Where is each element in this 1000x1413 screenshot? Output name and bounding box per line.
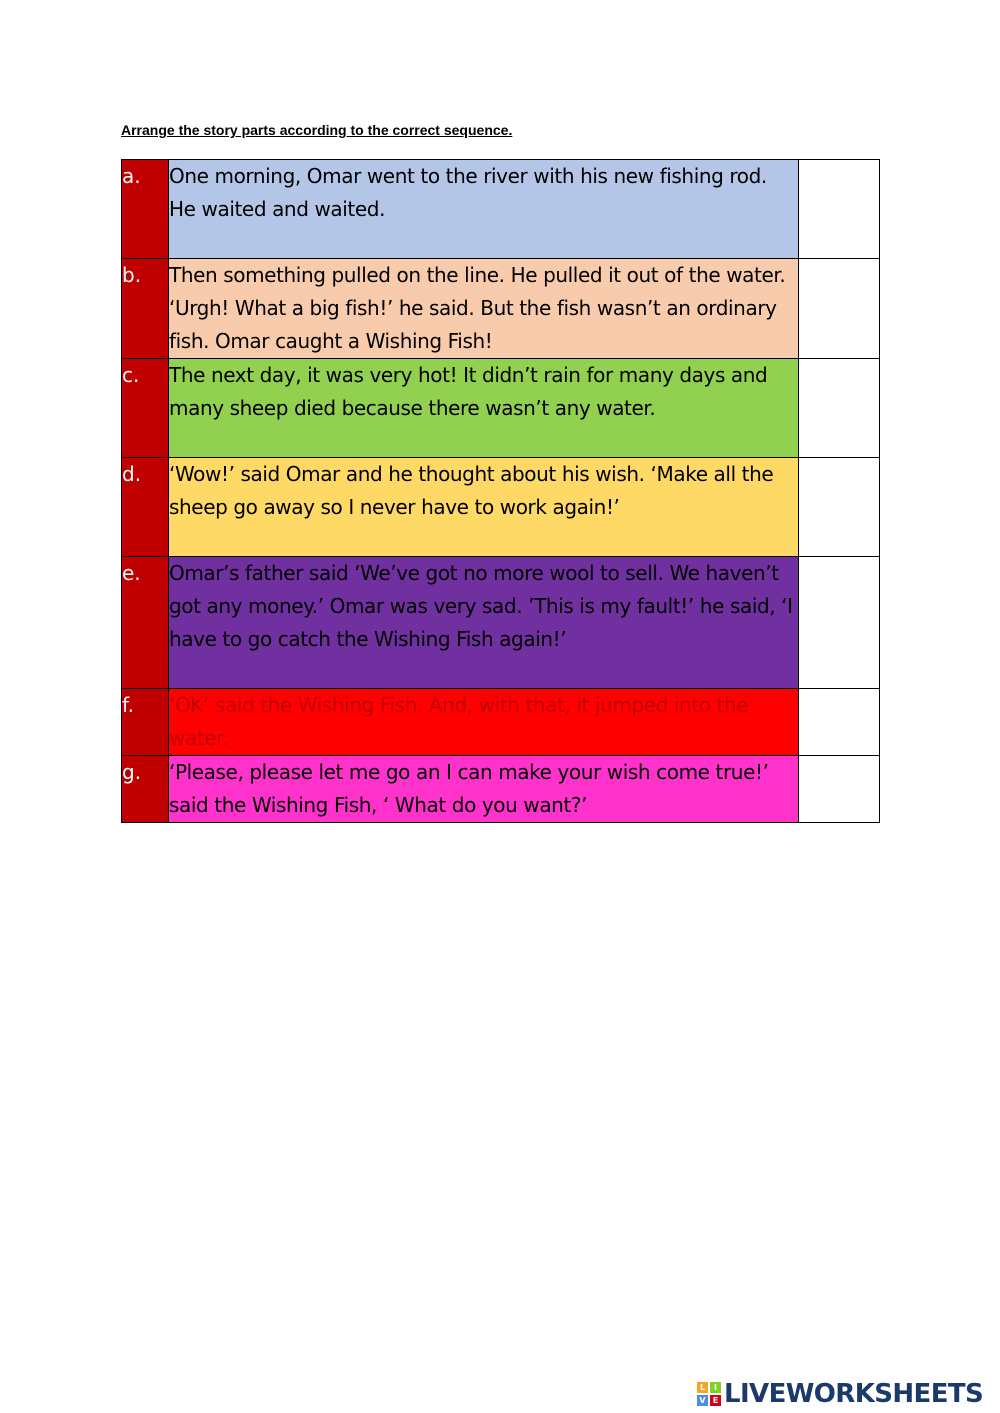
answer-box[interactable] xyxy=(799,689,880,756)
story-row-e xyxy=(122,557,880,689)
answer-box[interactable] xyxy=(799,557,880,689)
answer-box[interactable] xyxy=(799,359,880,458)
story-letter: b. xyxy=(122,259,169,359)
story-row-b xyxy=(122,259,880,359)
story-row-f xyxy=(122,689,880,756)
logo-mark-icon xyxy=(697,1382,721,1406)
story-letter: e. xyxy=(122,557,169,689)
story-letter: d. xyxy=(122,458,169,557)
story-row-c xyxy=(122,359,880,458)
answer-box[interactable] xyxy=(799,259,880,359)
story-text: Then something pulled on the line. He pulled it out of the water. ‘Urgh! What a big fish!’ he said. But the fish wasn’t an ordinary fish. Omar caught a Wishing Fish! xyxy=(169,259,799,359)
story-letter: f. xyxy=(122,689,169,756)
story-letter: a. xyxy=(122,160,169,259)
story-text: ‘Wow!’ said Omar and he thought about his wish. ‘Make all the sheep go away so I never have to work again!’ xyxy=(169,458,799,557)
logo-text: LIVEWORKSHEETS xyxy=(724,1379,984,1409)
story-text: ‘Please, please let me go an I can make your wish come true!’ said the Wishing Fish, ‘ What do you want?’ xyxy=(169,756,799,823)
logo-mark-tile: L xyxy=(697,1382,708,1393)
story-sequence-table xyxy=(121,159,880,823)
liveworksheets-logo xyxy=(697,1379,983,1409)
story-letter: g. xyxy=(122,756,169,823)
answer-box[interactable] xyxy=(799,756,880,823)
story-letter: c. xyxy=(122,359,169,458)
story-text: ‘OK’ said the Wishing Fish. And, with that, it jumped into the water. xyxy=(169,689,799,756)
logo-mark-tile: V xyxy=(697,1395,708,1406)
answer-box[interactable] xyxy=(799,458,880,557)
logo-mark-tile: E xyxy=(710,1395,721,1406)
story-row-d xyxy=(122,458,880,557)
answer-box[interactable] xyxy=(799,160,880,259)
story-row-g xyxy=(122,756,880,823)
instruction-heading: Arrange the story parts according to the correct sequence. xyxy=(121,122,513,138)
story-row-a xyxy=(122,160,880,259)
story-text: The next day, it was very hot! It didn’t rain for many days and many sheep died because there wasn’t any water. xyxy=(169,359,799,458)
story-text: One morning, Omar went to the river with his new fishing rod. He waited and waited. xyxy=(169,160,799,259)
story-text: Omar’s father said ‘We’ve got no more wool to sell. We haven’t got any money.’ Omar was very sad. ’This is my fault!’ he said, ‘I have to go catch the Wishing Fish again!’ xyxy=(169,557,799,689)
logo-mark-tile: I xyxy=(710,1382,721,1393)
